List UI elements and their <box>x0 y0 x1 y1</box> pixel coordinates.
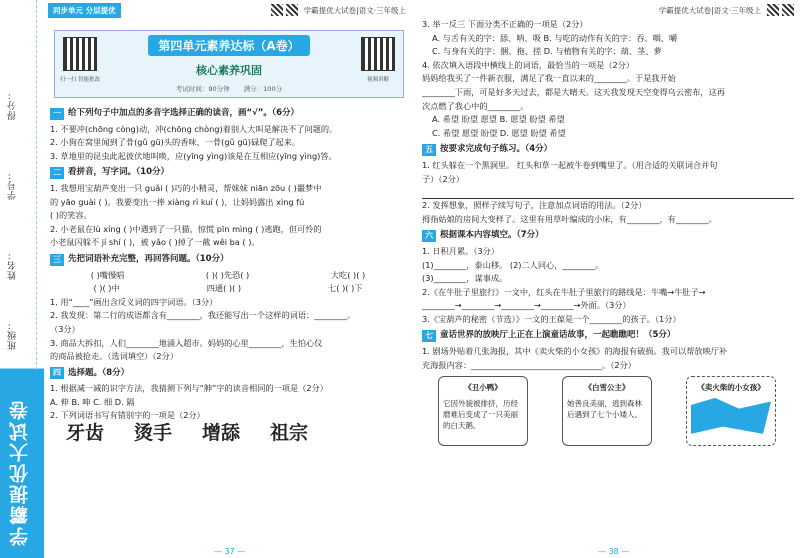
handwriting-row <box>50 422 406 445</box>
id-field: 学号： <box>8 170 18 200</box>
handwriting-word: 牙齿 <box>66 422 105 445</box>
right-content <box>422 18 794 446</box>
question-line: 3. 举一反三 下面分类不正确的一项是（2分） <box>422 19 588 29</box>
name-field: 姓名： <box>8 250 18 280</box>
handwriting-word: 烫手 <box>134 422 173 445</box>
poster-card: 《白雪公主》 她善良美丽，逃到森林后遇到了七个小矮人。 <box>562 376 652 446</box>
poster-card-torn: 《卖火柴的小女孩》 <box>686 376 776 446</box>
right-header <box>418 0 800 20</box>
question-line: (1)________，泰山移。 (2)二人同心，________。 <box>422 259 604 270</box>
question-line: 的 yāo guài ( )。我要变出一捧 xiàng rì kuí ( )，让妈妈露出 xìng fú <box>50 196 305 207</box>
left-page <box>44 0 412 558</box>
section-header: 一 给下列句子中加点的多音字选择正确的读音，画“√”。（6分） <box>50 107 406 121</box>
question-line: 子）（2分） <box>422 173 465 184</box>
left-header <box>44 0 412 20</box>
question-line: 2. 小狗在窝里闻到了骨(gǔ gū)头的香味，一骨(gǔ gū)碌爬了起来。 <box>50 137 301 148</box>
answer-line[interactable] <box>422 186 794 199</box>
qr-icons <box>767 4 794 16</box>
qr-left-label: 扫一扫 智能批改 <box>59 77 101 83</box>
option-line: A. 与舌有关的字：舔、呐、吸 B. 与吃的动作有关的字：吞、咽、嚼 <box>432 32 678 43</box>
page-number: — 37 — <box>214 547 246 556</box>
question-line: ( )的笑容。 <box>50 210 92 221</box>
section-header: 四 选择题。（8分） <box>50 367 406 381</box>
question-line: ________下雨，可是好多天过去，都是大晴天。这天我发现天空变得乌云密布，这再 <box>422 86 725 97</box>
question-line: 1. 根据减一减的识字方法，我猜测下列与“胂”字的读音相同的一项是（2分） <box>50 383 328 394</box>
question-line: 1. 用“____”画出含反义词的四字词语。（3分） <box>50 296 218 307</box>
question-line: 3. 商品大拆扣，人们________地涌入超市。妈妈的心里________，生怕心仪 <box>50 337 323 348</box>
handwriting-word: 增舔 <box>202 422 241 445</box>
question-line: 小老鼠闪躲不 jí shí ( )，被 yǎo ( )掉了一截 wěi ba ( )。 <box>50 237 260 248</box>
question-line: 2. 发挥想象，照样子续写句子，注意加点词语的用法。（2分） <box>422 200 647 211</box>
unit-tag: 同步单元 分层提优 <box>48 3 121 18</box>
question-line: 3. 草地里的昆虫此起彼伏地叫唤，应(yīng yìng)该是在互相应(yīng yìng)答。 <box>50 150 337 161</box>
title-banner <box>54 30 404 98</box>
page-number: — 38 — <box>598 547 630 556</box>
question-line: 次点燃了我心中的________。 <box>422 100 529 111</box>
question-line: 1. 剧场外贴着几张海报，其中《卖火柴的小女孩》的海报有破损。我可以帮放映厅补 <box>422 346 728 357</box>
question-line: ________→________→________→________→外面。（3分） <box>422 300 631 311</box>
section-header: 六 根据课本内容填空。（7分） <box>422 229 794 243</box>
cut-line <box>36 0 37 370</box>
qr-icons <box>271 4 298 16</box>
section-header: 五 按要求完成句子练习。（4分） <box>422 143 794 157</box>
brand-logo: 学霸提优大试卷 <box>9 399 31 546</box>
section-header: 三 先把词语补充完整，再回答问题。（10分） <box>50 253 406 267</box>
question-line: 1. 我想用宝葫芦变出一只 guǎi ( )巧的小精灵，帮妹妹 niān zōu ( )噩梦中 <box>50 182 322 193</box>
idiom-row: ( )嘴慢唱 ( )( )先恐( ) 大吃( )( ) <box>90 269 366 280</box>
right-page <box>418 0 800 558</box>
question-line: (3)________，谋事成。 <box>422 273 508 284</box>
class-field: 班级： <box>8 320 18 350</box>
score-field: 得分： <box>8 90 18 120</box>
left-content <box>50 104 406 445</box>
question-line: 2.《在牛肚子里旅行》一文中，红头在牛肚子里旅行的路线是：牛嘴→牛肚子→ <box>422 286 706 297</box>
page-title: 第四单元素养达标（A卷） <box>148 35 309 56</box>
option-line: C. 与身有关的字：捆、拖、搓 D. 与植物有关的字：葫、茎、萝 <box>432 46 662 57</box>
question-line: 4. 依次填入语段中横线上的词语，最恰当的一项是（2分） <box>422 59 635 70</box>
handwriting-word: 祖宗 <box>270 422 309 445</box>
question-line: A. 伸 B. 呻 C. 细 D. 隔 <box>50 396 135 407</box>
question-line: 1. 日积月累。（3分） <box>422 245 500 256</box>
qr-right-label: 视频讲解 <box>366 77 389 83</box>
question-line: 1. 不要冲(chōng còng)动，冲(chōng chòng)着别人大叫是解决不了问题的。 <box>50 123 338 134</box>
header-title: 学霸提优大试卷|语文·三年级上 <box>303 5 406 15</box>
question-line: 3.《宝葫芦的秘密（节选）》一文的王葆是一个________的孩子。（1分） <box>422 313 681 324</box>
question-line: 1. 红头躲在一个黑洞里。 红头和草一起被牛卷到嘴里了。（用合适的关联词合并句 <box>422 159 718 170</box>
poster-row <box>422 376 794 446</box>
header-title: 学霸提优大试卷|语文·三年级上 <box>658 5 761 15</box>
idiom-row: ( )( )中 四通( )( ) 七( )( )下 <box>93 283 363 294</box>
page-subtitle: 核心素养巩固 <box>196 64 262 77</box>
question-line: 充海报内容：________________________________。（2分） <box>422 359 636 370</box>
question-line: 拇指姑娘的房间大变样了。这里有用草叶编成的小床，有________，有________。 <box>422 213 717 224</box>
exam-time: 考试时间：90分钟 <box>175 85 230 93</box>
torn-icon <box>691 398 771 434</box>
question-line: 妈妈给我买了一件新衣服，满足了我一直以来的________。于是我开始 <box>422 73 676 84</box>
poster-card: 《丑小鸭》 它因外貌被排挤，历经磨难后变成了一只美丽的白天鹅。 <box>438 376 528 446</box>
question-line: （3分） <box>50 323 80 334</box>
full-score: 满分：100分 <box>243 85 283 93</box>
question-line: 2. 我发现：第二行的成语都含有________，我还能写出一个这样的词语：________。 <box>50 310 356 321</box>
question-line: 的商品被抢走。（选词填空）（2分） <box>50 351 179 362</box>
option-line: A. 希望 盼望 愿望 B. 愿望 盼望 希望 <box>432 114 565 125</box>
section-header: 七 童话世界的放映厅上正在上演童话故事，一起瞧瞧吧！（5分） <box>422 329 794 343</box>
section-header: 二 看拼音，写字词。（10分） <box>50 166 406 180</box>
question-line: 2. 小老鼠在lù xíng ( )中遇到了一只猫，惊慌 pīn mìng ( )逃跑，但可怜的 <box>50 223 322 234</box>
question-line: 2. 下列词语书写有错别字的一项是（2分） <box>50 410 205 421</box>
binding-spine <box>0 0 44 558</box>
option-line: C. 希望 愿望 盼望 D. 愿望 盼望 希望 <box>432 127 566 138</box>
